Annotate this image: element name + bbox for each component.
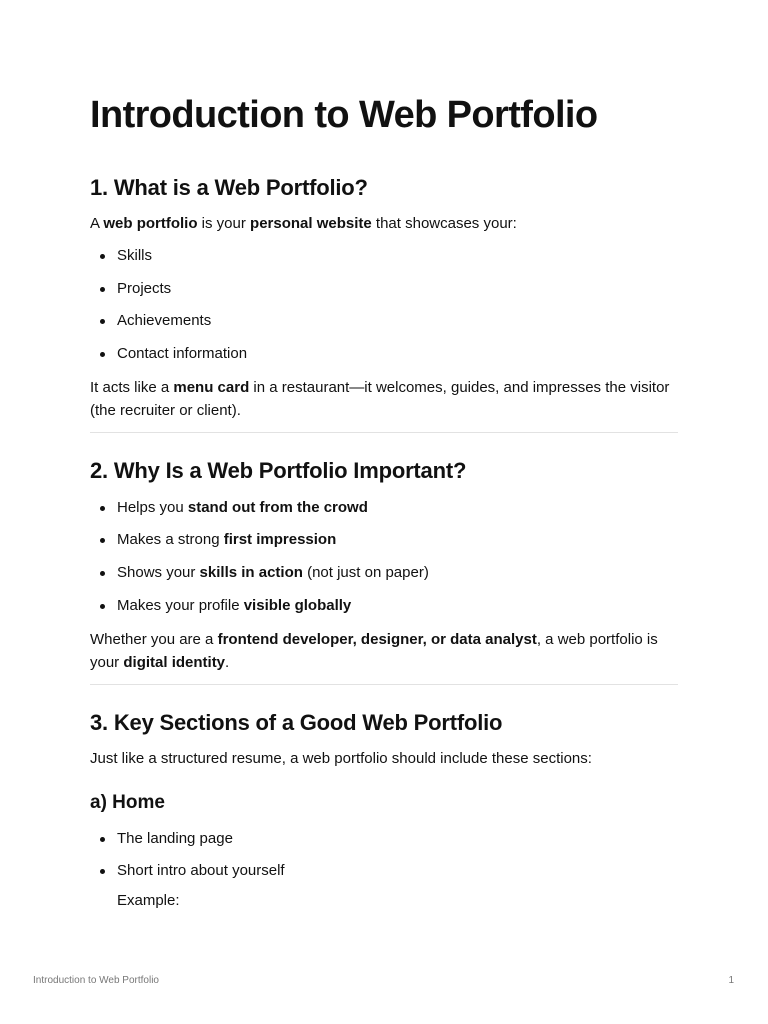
list-item: Achievements <box>90 310 678 332</box>
section-2-closing-text-3: . <box>225 653 230 671</box>
section-1-intro-bold-2: personal website <box>250 215 372 232</box>
list-item-text: Makes your profile <box>117 596 244 614</box>
section-3-heading: 3. Key Sections of a Good Web Portfolio <box>90 709 503 735</box>
section-3-intro: Just like a structured resume, a web portfolio should include these sections: <box>90 749 592 767</box>
list-item-bold: stand out from the crowd <box>187 498 368 516</box>
list-item: The landing page <box>90 828 678 850</box>
list-item: Short intro about yourself <box>90 860 678 882</box>
section-1-closing-bold-1: menu card <box>173 378 250 396</box>
list-item-text: Helps you <box>117 498 188 516</box>
section-1-intro-bold-1: web portfolio <box>103 215 198 232</box>
section-1-heading: 1. What is a Web Portfolio? <box>90 175 368 200</box>
section-1-bullet-list <box>90 245 678 365</box>
section-1-intro-text-2: is your <box>197 215 251 232</box>
section-divider <box>90 432 678 433</box>
list-item-bold: first impression <box>223 531 337 549</box>
list-item <box>90 595 678 617</box>
list-item: Projects <box>90 278 678 300</box>
section-2-closing <box>90 628 678 674</box>
document-body <box>90 92 678 912</box>
section-2-closing-text-1: Whether you are a <box>90 630 218 648</box>
list-item-text: Shows your <box>117 564 200 582</box>
list-item <box>90 529 678 551</box>
section-1-closing <box>90 376 678 422</box>
section-1-intro-text-1: A <box>90 215 104 232</box>
document-title: Introduction to Web Portfolio <box>90 94 598 136</box>
list-item <box>90 497 678 519</box>
section-2-bullet-list <box>90 497 678 617</box>
list-item: Contact information <box>90 343 678 365</box>
section-2-heading: 2. Why Is a Web Portfolio Important? <box>90 457 467 483</box>
section-1-intro <box>90 212 678 235</box>
section-1-closing-text-2: in a restaurant—it welcomes, guides, and impresses the visitor (the recruiter or client). <box>90 378 670 419</box>
list-item-text: Makes a strong <box>117 531 224 549</box>
subsection-a-heading: a) Home <box>90 791 165 813</box>
subsection-a-bullet-list <box>90 828 678 883</box>
section-2-closing-bold-1: frontend developer, designer, or data analyst <box>217 630 537 648</box>
list-item-bold: skills in action <box>199 564 303 582</box>
list-item <box>90 562 678 584</box>
footer-document-title: Introduction to Web Portfolio <box>33 975 159 986</box>
example-label: Example: <box>117 891 180 909</box>
list-item: Skills <box>90 245 678 267</box>
section-2-closing-bold-2: digital identity <box>123 653 226 671</box>
footer-page-number: 1 <box>728 975 734 986</box>
section-2-closing-text-2: , a web portfolio is your <box>90 630 658 671</box>
list-item-after: (not just on paper) <box>302 564 429 582</box>
list-item-bold: visible globally <box>243 596 352 614</box>
section-divider <box>90 684 678 685</box>
section-1-intro-text-3: that showcases your: <box>371 215 517 232</box>
section-1-closing-text-1: It acts like a <box>90 378 174 396</box>
